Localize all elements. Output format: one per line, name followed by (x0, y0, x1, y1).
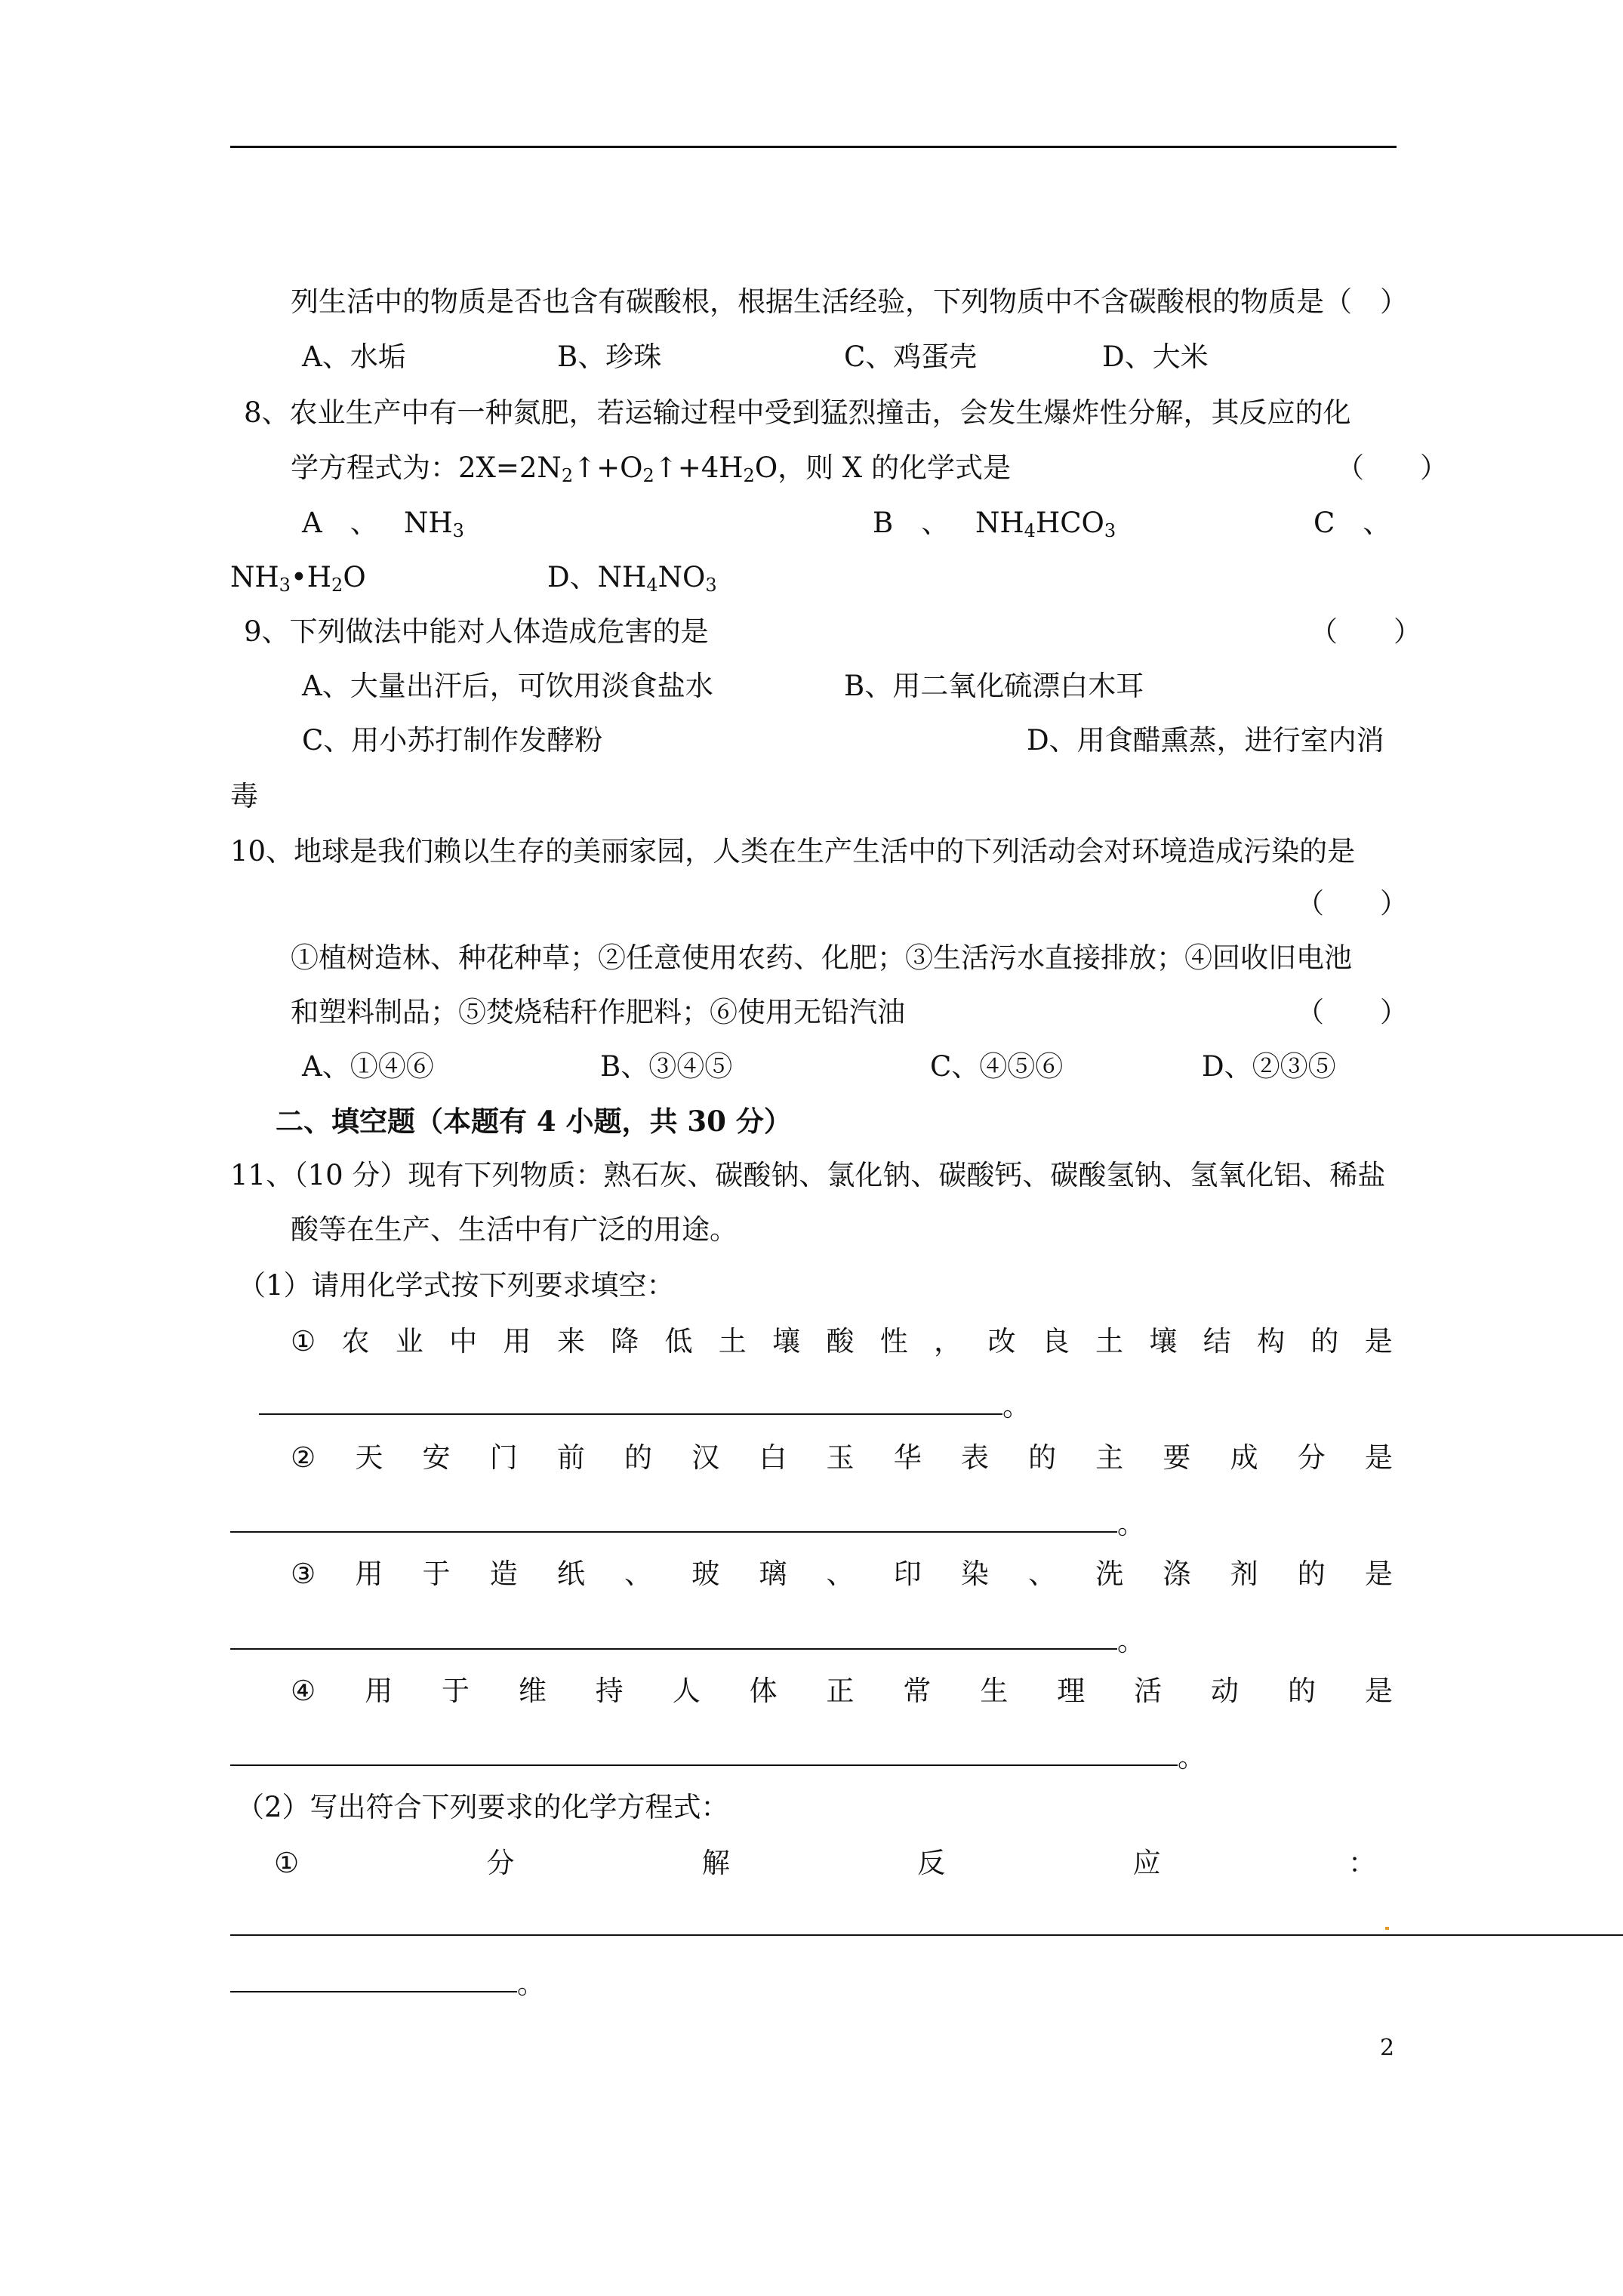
q9-stem: 9、下列做法中能对人体造成危害的是 (244, 615, 709, 648)
q8-option-a-label: A 、 (302, 507, 378, 539)
q9-option-b: B、用二氧化硫漂白木耳 (844, 670, 1144, 702)
q7-option-c: C、鸡蛋壳 (844, 341, 978, 373)
q9-answer-paren: （ ） (1310, 615, 1421, 648)
answer-blank-4[interactable] (230, 1764, 1178, 1766)
q8-option-c-formula: $NH_3•H_2O$ (230, 561, 366, 596)
answer-blank-2-end: 。 (1117, 1508, 1145, 1540)
q10-answer-paren: （ ） (1296, 887, 1408, 920)
q11-part2-item-1: ① 分 解 反 应 ： (274, 1847, 1376, 1879)
q10-answer-paren-2: （ ） (1296, 996, 1408, 1028)
q9-option-a: A、大量出汗后，可饮用淡食盐水 (302, 670, 713, 702)
header-rule (230, 146, 1397, 148)
q7-option-d: D、大米 (1102, 341, 1209, 373)
q8-option-d: D、$NH_4NO_3$ (547, 561, 717, 596)
q10-items-line2: 和塑料制品；⑤焚烧秸秆作肥料；⑥使用无铅汽油 (291, 996, 905, 1028)
q7-option-a: A、水垢 (302, 341, 406, 373)
q8-equation: 学方程式为：$2X=2N_2↑+O_2↑+4H_2O$，则 X 的化学式是 (291, 451, 1012, 486)
q8-option-c-label: C 、 (1313, 507, 1391, 539)
q10-stem: 10、地球是我们赖以生存的美丽家园，人类在生产生活中的下列活动会对环境造成污染的是 (230, 835, 1356, 868)
answer-blank-2[interactable] (230, 1531, 1117, 1533)
q11-item-4: ④ 用 于 维 持 人 体 正 常 生 理 活 动 的 是 (291, 1675, 1393, 1707)
answer-blank-1[interactable] (259, 1413, 1002, 1415)
q11-item-2: ② 天 安 门 前 的 汉 白 玉 华 表 的 主 要 成 分 是 (291, 1441, 1393, 1474)
q8-option-b-label: B 、 (873, 507, 950, 539)
q10-option-a: A、①④⑥ (302, 1050, 434, 1083)
q11-item-1: ① 农 业 中 用 来 降 低 土 壤 酸 性 ， 改 良 土 壤 结 构 的 是 (291, 1325, 1393, 1358)
answer-blank-4-end: 。 (1178, 1741, 1206, 1774)
q9-option-d-wrap: 毒 (230, 780, 258, 812)
answer-blank-3-end: 。 (1117, 1625, 1145, 1657)
q9-option-d: D、用食醋熏蒸，进行室内消 (1027, 724, 1384, 757)
answer-blank-5[interactable] (230, 1934, 1623, 1936)
answer-blank-5-continued[interactable] (230, 1991, 517, 1992)
q10-option-d: D、②③⑤ (1202, 1050, 1336, 1083)
q11-stem-wrap: 酸等在生产、生活中有广泛的用途。 (291, 1213, 738, 1246)
q11-part1-heading: （1）请用化学式按下列要求填空： (238, 1269, 675, 1302)
q8-option-a-formula: $NH_3$ (404, 507, 464, 541)
answer-blank-3[interactable] (230, 1648, 1117, 1650)
page-number: 2 (1380, 2035, 1395, 2061)
q11-stem: 11、（10 分）现有下列物质：熟石灰、碳酸钠、氯化钠、碳酸钙、碳酸氢钠、氢氧化铝、稀盐 (230, 1159, 1386, 1191)
q9-option-c: C、用小苏打制作发酵粉 (302, 724, 603, 757)
answer-blank-1-end: 。 (1002, 1390, 1030, 1422)
q10-option-c: C、④⑤⑥ (930, 1050, 1064, 1083)
q8-stem: 8、农业生产中有一种氮肥，若运输过程中受到猛烈撞击，会发生爆炸性分解，其反应的化 (244, 396, 1351, 429)
q11-part2-heading: （2）写出符合下列要求的化学方程式： (236, 1791, 729, 1823)
q7-stem-continued: 列生活中的物质是否也含有碳酸根，根据生活经验，下列物质中不含碳酸根的物质是（ ） (291, 285, 1408, 318)
q10-items-line1: ①植树造林、种花种草；②任意使用农药、化肥；③生活污水直接排放；④回收旧电池 (291, 942, 1352, 974)
section-heading: 二、填空题（本题有 4 小题，共 30 分） (276, 1105, 792, 1138)
q8-option-b-formula: $NH_4HCO_3$ (975, 507, 1116, 541)
q8-answer-paren: （ ） (1336, 451, 1448, 484)
answer-blank-5-end: 。 (517, 1968, 545, 2000)
stray-mark (1385, 1927, 1389, 1930)
q10-option-b: B、③④⑤ (600, 1050, 733, 1083)
q11-item-3: ③ 用 于 造 纸 、 玻 璃 、 印 染 、 洗 涤 剂 的 是 (291, 1558, 1393, 1590)
q7-option-b: B、珍珠 (557, 341, 662, 373)
